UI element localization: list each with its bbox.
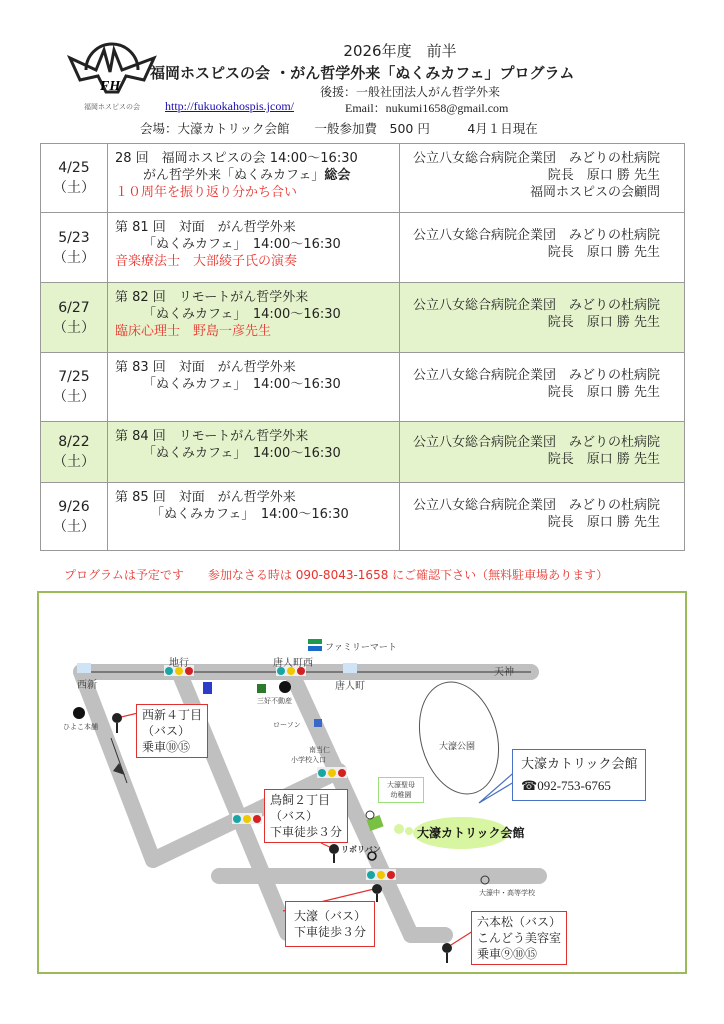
bus-callout-ohori: 大濠（バス） 下車徒歩３分 — [285, 901, 375, 947]
bus-stop-icon — [442, 943, 452, 963]
venue-callout: 大濠カトリック会館 ☎092-753-6765 — [512, 749, 646, 801]
label-familymart: ファミリーマート — [325, 642, 397, 652]
label-hiyoko: ひよこ本舗 — [63, 723, 98, 731]
table-row — [41, 422, 685, 483]
table-row — [41, 483, 685, 551]
bus-callout-torikai2: 鳥飼２丁目 （バス） 下車徒歩３分 — [264, 789, 348, 843]
label-jigyo: 地行 — [169, 658, 189, 669]
lecturer-cell: 公立八女総合病院企業団 みどりの杜病院 院長 原口 勝 先生 — [400, 213, 685, 283]
traffic-light-icon — [366, 869, 396, 880]
program-cell: 第 81 回 対面 がん哲学外来 「ぬくみカフェ」 14:00〜16:30 音楽療法士 大部綾子氏の演奏 — [108, 213, 400, 283]
venue-fee-line: 会場：大濠カトリック会館 一般参加費 500 円 4月１日現在 — [140, 121, 538, 136]
bus-stop-icon — [112, 713, 122, 733]
traffic-light-icon — [232, 813, 262, 824]
traffic-light-icon — [317, 767, 347, 778]
access-map — [37, 591, 687, 974]
lecturer-cell: 公立八女総合病院企業団 みどりの杜病院 院長 原口 勝 先生 — [400, 483, 685, 551]
date-cell: 6/27 （土） — [41, 283, 108, 353]
bus-callout-nishijin4: 西新４丁目 （バス） 乗車⑩⑮ — [136, 704, 208, 758]
table-row — [41, 144, 685, 213]
date-cell: 5/23 （土） — [41, 213, 108, 283]
label-ohori-school: 大濠中・高等学校 — [479, 889, 535, 897]
program-cell: 28 回 福岡ホスピスの会 14:00〜16:30 がん哲学外来「ぬくみカフェ」総会 １０周年を振り返り分かち合い — [108, 144, 400, 213]
website-link[interactable]: http://fukuokahospis.jcom/ — [165, 99, 294, 113]
label-tojinmachi: 唐人町 — [335, 681, 365, 692]
program-cell: 第 85 回 対面 がん哲学外来 「ぬくみカフェ」 14:00〜16:30 — [108, 483, 400, 551]
notice-text: プログラムは予定です 参加なさる時は 090-8043-1658 にご確認下さい（無料駐車場あります） — [64, 568, 609, 582]
label-lawson: ローソン — [273, 721, 301, 729]
program-cell: 第 84 回 リモートがん哲学外来 「ぬくみカフェ」 14:00〜16:30 — [108, 422, 400, 483]
label-tojin-school-entrance: 小学校入口 — [291, 756, 326, 764]
table-row — [41, 213, 685, 283]
label-miyoshi: 三好不動産 — [257, 697, 292, 705]
page-title: 福岡ホスピスの会 ・がん哲学外来「ぬくみカフェ」プログラム — [150, 64, 575, 82]
lecturer-cell: 公立八女総合病院企業団 みどりの杜病院 院長 原口 勝 先生 — [400, 422, 685, 483]
bus-stop-icon — [372, 884, 382, 902]
table-row — [41, 283, 685, 353]
svg-text:FH: FH — [100, 79, 121, 94]
support-text: 後援：一般社団法人がん哲学外来 — [319, 85, 500, 99]
date-cell: 4/25 （土） — [41, 144, 108, 213]
lecturer-cell: 公立八女総合病院企業団 みどりの杜病院 院長 原口 勝 先生 福岡ホスピスの会顧問 — [400, 144, 685, 213]
bus-callout-ropponmatsu: 六本松（バス） こんどう美容室 乗車⑨⑩⑮ — [471, 911, 567, 965]
label-tenjin: 天神 — [494, 667, 514, 678]
seven-eleven-icon — [257, 684, 266, 693]
logo-caption: 福岡ホスピスの会 — [84, 103, 140, 111]
label-ohori-park: 大濠公園 — [439, 741, 476, 751]
label-tojinmachi-nishi: 唐人町西 — [273, 658, 313, 669]
table-row — [41, 353, 685, 422]
program-cell: 第 83 回 対面 がん哲学外来 「ぬくみカフェ」 14:00〜16:30 — [108, 353, 400, 422]
kindergarten-callout: 大濠聖母 幼稚園 — [378, 777, 424, 803]
gas-station-icon — [203, 682, 212, 694]
program-cell: 第 82 回 リモートがん哲学外来 「ぬくみカフェ」 14:00〜16:30 臨床心理士 野島一彦先生 — [108, 283, 400, 353]
venue-cloud-label: 大濠カトリック会館 — [417, 826, 525, 840]
title-year: 2026年度 前半 — [343, 42, 457, 60]
email-text: Email：nukumi1658@gmail.com — [345, 101, 509, 115]
lawson-icon — [314, 719, 322, 727]
label-tojin-school: 南当仁 — [309, 746, 330, 754]
label-ribolibin: リボリバン — [341, 845, 381, 854]
schedule-table — [40, 143, 685, 551]
lecturer-cell: 公立八女総合病院企業団 みどりの杜病院 院長 原口 勝 先生 — [400, 353, 685, 422]
familymart-icon — [308, 639, 322, 644]
lecturer-cell: 公立八女総合病院企業団 みどりの杜病院 院長 原口 勝 先生 — [400, 283, 685, 353]
date-cell: 8/22 （土） — [41, 422, 108, 483]
date-cell: 7/25 （土） — [41, 353, 108, 422]
label-nishijin: 西新 — [77, 680, 97, 691]
date-cell: 9/26 （土） — [41, 483, 108, 551]
bus-stop-icon — [329, 844, 339, 863]
